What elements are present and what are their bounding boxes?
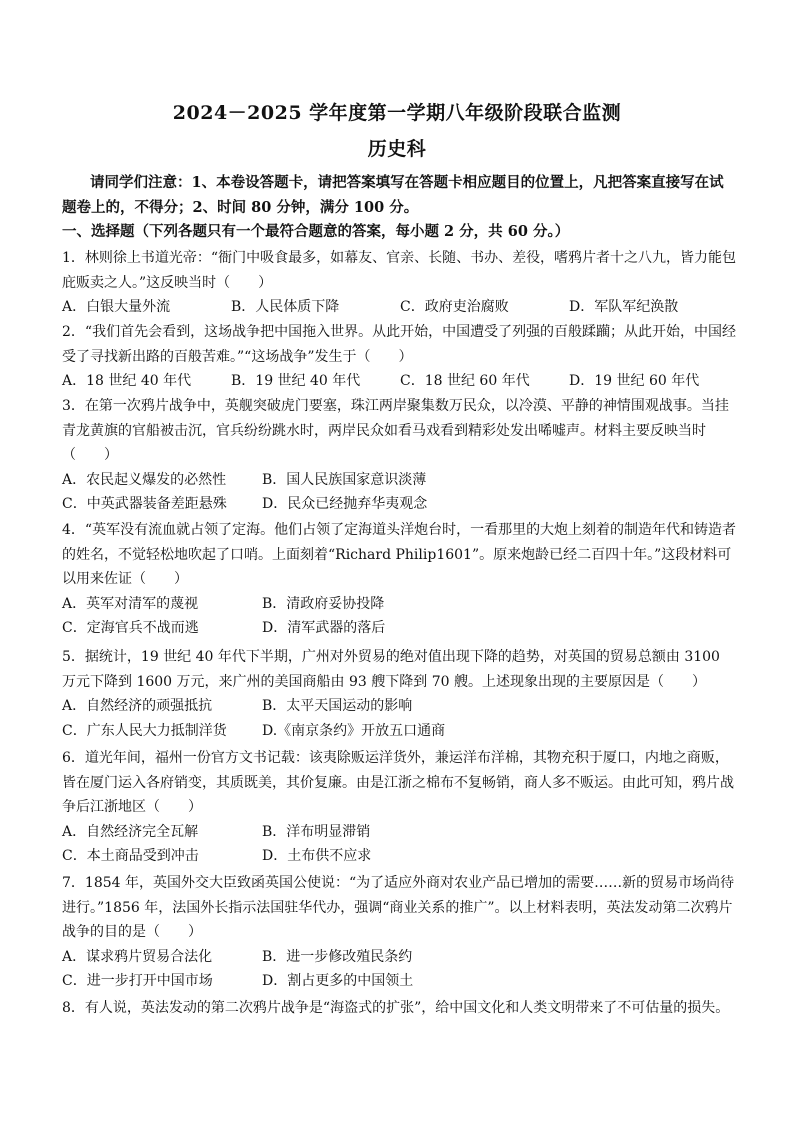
question-stem: 7．1854 年，英国外交大臣致函英国公使说：“为了适应外商对农业产品已增加的需要……新的贸易市场尚待进行。”1856 年，法国外长指示法国驻华代办，强调“商业关系的推广”。以上材料表明，英法发动第二次鸦片战争的目的是（ ） xyxy=(62,875,735,940)
subject-title: 历史科 xyxy=(367,138,427,160)
question-options xyxy=(62,369,738,394)
question-8 xyxy=(62,996,738,1021)
option-a[interactable]: A．农民起义爆发的必然性 xyxy=(62,471,227,488)
option-c[interactable]: C．本土商品受到冲击 xyxy=(62,848,199,864)
question-options xyxy=(62,719,738,744)
option-a[interactable]: A．自然经济的顽强抵抗 xyxy=(62,698,213,714)
question-options xyxy=(62,592,738,617)
option-d[interactable]: D．清军武器的落后 xyxy=(262,620,386,636)
question-1 xyxy=(62,246,738,320)
option-b[interactable]: B．清政府妥协投降 xyxy=(262,595,385,612)
question-options xyxy=(62,616,738,641)
option-c[interactable]: C．进一步打开中国市场 xyxy=(62,973,213,989)
option-c[interactable]: C．政府吏治腐败 xyxy=(400,299,509,315)
exam-notice: 请同学们注意：1、本卷设答题卡，请把答案填写在答题卡相应题目的位置上，凡把答案直接写在试题卷上的，不得分；2、时间 80 分钟，满分 100 分。 xyxy=(62,174,724,216)
option-d[interactable]: D．土布供不应求 xyxy=(262,848,372,864)
option-a[interactable]: A．自然经济完全瓦解 xyxy=(62,823,199,840)
question-stem: 6．道光年间，福州一份官方文书记载：该夷除贩运洋货外，兼运洋布洋棉，其物充积于厦口，内地之商贩，皆在厦门运入各府销变，其质既美，其价复廉。由是江浙之棉布不复畅销，商人多不贩运。由此可知，鸦片战争后江浙地区（ ） xyxy=(62,750,734,815)
option-b[interactable]: B．19 世纪 40 年代 xyxy=(231,373,361,389)
option-a[interactable]: A．白银大量外流 xyxy=(62,299,171,315)
question-7 xyxy=(62,871,738,994)
option-d[interactable]: D．19 世纪 60 年代 xyxy=(569,373,700,389)
question-options xyxy=(62,468,738,493)
question-6 xyxy=(62,746,738,869)
question-stem: 4．“英军没有流血就占领了定海。他们占领了定海道头洋炮台时，一看那里的大炮上刻着的制造年代和铸造者的姓名，不觉轻松地吹起了口哨。上面刻着“Richard Philip1601”。原来炮龄已经二百四十年。”这段材料可以用来佐证（ ） xyxy=(62,522,737,587)
question-stem: 1．林则徐上书道光帝：“衙门中吸食最多，如幕友、官亲、长随、书办、差役，嗜鸦片者十之八九，皆力能包庇贩卖之人。”这反映当时（ ） xyxy=(62,250,737,291)
question-3 xyxy=(62,394,738,517)
option-a[interactable]: A．谋求鸦片贸易合法化 xyxy=(62,948,213,965)
option-c[interactable]: C．定海官兵不战而逃 xyxy=(62,620,199,636)
exam-title: 2024－2025 学年度第一学期八年级阶段联合监测 xyxy=(172,102,622,124)
question-stem: 8．有人说，英法发动的第二次鸦片战争是“海盗式的扩张”，给中国文化和人类文明带来了不可估量的损失。 xyxy=(62,1000,730,1016)
option-a[interactable]: A．18 世纪 40 年代 xyxy=(62,373,192,389)
option-b[interactable]: B．国人民族国家意识淡薄 xyxy=(262,471,427,488)
option-a[interactable]: A．英军对清军的蔑视 xyxy=(62,595,199,612)
question-4 xyxy=(62,518,738,641)
question-options xyxy=(62,844,738,869)
option-c[interactable]: C．广东人民大力抵制洋货 xyxy=(62,722,227,739)
option-d[interactable]: D．割占更多的中国领土 xyxy=(262,973,414,989)
question-options xyxy=(62,492,738,517)
option-b[interactable]: B．人民体质下降 xyxy=(231,299,340,315)
option-b[interactable]: B．进一步修改殖民条约 xyxy=(262,948,413,965)
option-d[interactable]: D.《南京条约》开放五口通商 xyxy=(262,722,446,739)
question-2 xyxy=(62,320,738,394)
question-5 xyxy=(62,645,738,743)
question-stem: 3．在第一次鸦片战争中，英舰突破虎门要塞，珠江两岸聚集数万民众，以冷漠、平静的神情围观战事。当挂青龙黄旗的官船被击沉，官兵纷纷跳水时，两岸民众如看马戏看到精彩处发出唏嘘声。材料主要反映当时（ ） xyxy=(62,398,729,463)
question-options xyxy=(62,945,738,970)
question-options xyxy=(62,820,738,845)
question-stem: 2．“我们首先会看到，这场战争把中国拖入世界。从此开始，中国遭受了列强的百般蹂躏；从此开始，中国经受了寻找新出路的百般苦难。”“这场战争”发生于（ ） xyxy=(62,324,737,365)
question-options xyxy=(62,694,738,719)
option-d[interactable]: D．民众已经抛弃华夷观念 xyxy=(262,496,428,512)
option-b[interactable]: B．洋布明显滞销 xyxy=(262,823,371,840)
section-title: 一、选择题（下列各题只有一个最符合题意的答案，每小题 2 分，共 60 分。） xyxy=(62,223,570,240)
option-c[interactable]: C．中英武器装备差距悬殊 xyxy=(62,496,227,512)
option-d[interactable]: D．军队军纪涣散 xyxy=(569,299,679,315)
question-stem: 5．据统计，19 世纪 40 年代下半期，广州对外贸易的绝对值出现下降的趋势，对英国的贸易总额由 3100 万元下降到 1600 万元，来广州的美国商船由 93 艘下降到 70 艘。上述现象出现的主要原因是（ ） xyxy=(62,649,720,690)
question-options xyxy=(62,969,738,994)
option-b[interactable]: B．太平天国运动的影响 xyxy=(262,698,413,714)
option-c[interactable]: C．18 世纪 60 年代 xyxy=(400,373,530,389)
question-options xyxy=(62,295,738,320)
